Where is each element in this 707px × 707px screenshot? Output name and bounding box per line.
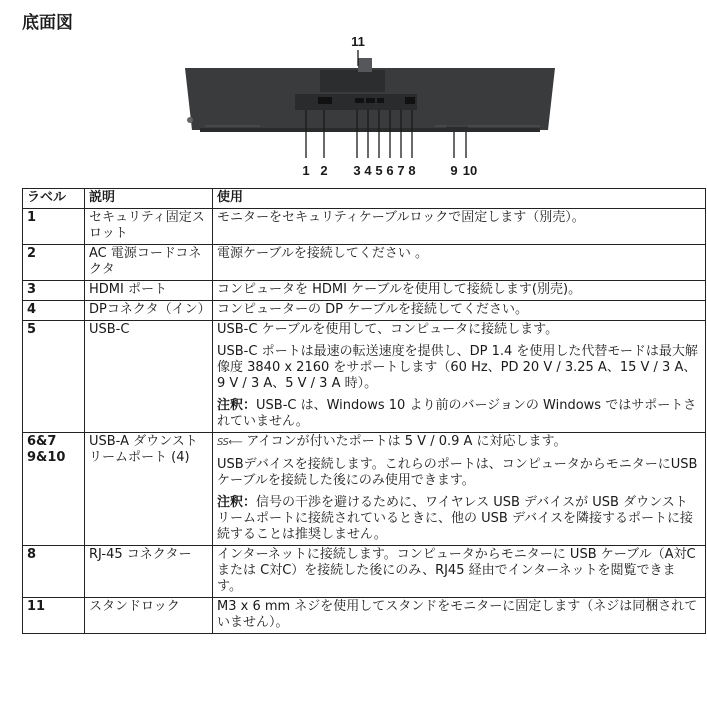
usage-note: [217, 495, 700, 543]
callout-2: 2: [320, 163, 328, 178]
usbc-port: [377, 98, 384, 103]
note-text: USB-C は、Windows 10 より前のバージョンの Windows ではサポートされていません。: [217, 398, 697, 429]
callout-7: 7: [397, 163, 405, 178]
row-usage: [213, 301, 706, 321]
row-description: USB-C: [85, 321, 213, 433]
stand-mount: [320, 70, 385, 92]
row-description: RJ-45 コネクター: [85, 546, 213, 598]
table-row: [23, 433, 706, 546]
header-usage: 使用: [213, 189, 706, 209]
row-description: セキュリティ固定スロット: [85, 209, 213, 245]
row-usage: [213, 598, 706, 634]
callout-3: 3: [353, 163, 361, 178]
power-port: [318, 97, 332, 104]
row-label: 1: [23, 209, 85, 245]
table-row: [23, 209, 706, 245]
row-usage: [213, 433, 706, 546]
dp-port: [366, 98, 375, 103]
row-description: スタンドロック: [85, 598, 213, 634]
usage-text: USBデバイスを接続します。これらのポートは、コンピュータからモニターにUSBケーブルを接続した後にのみ使用できます。: [217, 457, 698, 488]
callout-5: 5: [375, 163, 383, 178]
table-row: [23, 245, 706, 281]
row-description: USB-A ダウンストリームポート (4): [85, 433, 213, 546]
header-label: ラベル: [23, 189, 85, 209]
table-row: [23, 281, 706, 301]
note-key: 注釈：: [217, 398, 257, 413]
usage-text: USB-C ケーブルを使用して、コンピュータに接続します。: [217, 322, 559, 337]
monitor-diagram: [0, 30, 707, 180]
stand-lock: [358, 58, 372, 72]
row-usage: [213, 209, 706, 245]
port-table: [22, 188, 706, 634]
row-usage: [213, 281, 706, 301]
row-label: 3: [23, 281, 85, 301]
usage-note: [217, 398, 700, 430]
usage-text: USB-C ポートは最速の転送速度を提供し、DP 1.4 を使用した代替モードは最大解像度 3840 x 2160 をサポートします（60 Hz、PD 20 V / 3.25 A、15 V / 3 A、9 V / 3 A、5 V / 3 A 時）。: [217, 344, 698, 391]
row-label: 8: [23, 546, 85, 598]
row-label: 4: [23, 301, 85, 321]
row-label: 5: [23, 321, 85, 433]
row-usage: [213, 245, 706, 281]
note-key: 注釈：: [217, 495, 257, 510]
row-label: 11: [23, 598, 85, 634]
monitor-lip: [200, 128, 540, 132]
row-description: DPコネクタ（イン）: [85, 301, 213, 321]
monitor-bottom-view: [0, 30, 707, 180]
callout-4: 4: [364, 163, 372, 178]
rj45-port: [405, 97, 415, 104]
table-row: [23, 546, 706, 598]
row-usage: [213, 321, 706, 433]
row-label: 6&7 9&10: [23, 433, 85, 546]
callout-6: 6: [386, 163, 394, 178]
callout-8: 8: [408, 163, 416, 178]
usage-text: [217, 434, 700, 451]
page-title: 底面図: [22, 13, 73, 33]
superspeed-usb-icon: SS⟵: [217, 437, 243, 448]
callout-9: 9: [450, 163, 458, 178]
usage-text: インターネットに接続します。コンピュータからモニターに USB ケーブル（A対C または C対C）を接続した後にのみ、RJ45 経由でインターネットを閲覧できます。: [217, 547, 696, 594]
table-row: [23, 598, 706, 634]
usage-text: コンピュータを HDMI ケーブルを使用して接続します(別売)。: [217, 282, 582, 297]
usage-text: 電源ケーブルを接続してください 。: [217, 246, 428, 261]
table-header-row: [23, 189, 706, 209]
callout-1: 1: [302, 163, 310, 178]
header-description: 説明: [85, 189, 213, 209]
usage-text-inline: アイコンが付いたポートは 5 V / 0.9 A に対応します。: [246, 434, 567, 449]
hdmi-port: [355, 98, 364, 103]
usage-text: M3 x 6 mm ネジを使用してスタンドをモニターに固定します（ネジは同梱されていません）。: [217, 599, 698, 630]
row-description: AC 電源コードコネクタ: [85, 245, 213, 281]
row-label: 2: [23, 245, 85, 281]
note-text: 信号の干渉を避けるために、ワイヤレス USB デバイスが USB ダウンストリームポートに接続されているときに、他の USB デバイスを隣接するポートに接続することは推奨しません。: [217, 495, 694, 542]
table-row: [23, 321, 706, 433]
row-description: HDMI ポート: [85, 281, 213, 301]
row-usage: [213, 546, 706, 598]
table-row: [23, 301, 706, 321]
usage-text: モニターをセキュリティケーブルロックで固定します（別売）。: [217, 210, 585, 225]
callout-10: 10: [462, 163, 478, 178]
usage-text: コンピューターの DP ケーブルを接続してください。: [217, 302, 528, 317]
callout-11: 11: [351, 34, 365, 49]
screw-hole: [187, 117, 193, 123]
